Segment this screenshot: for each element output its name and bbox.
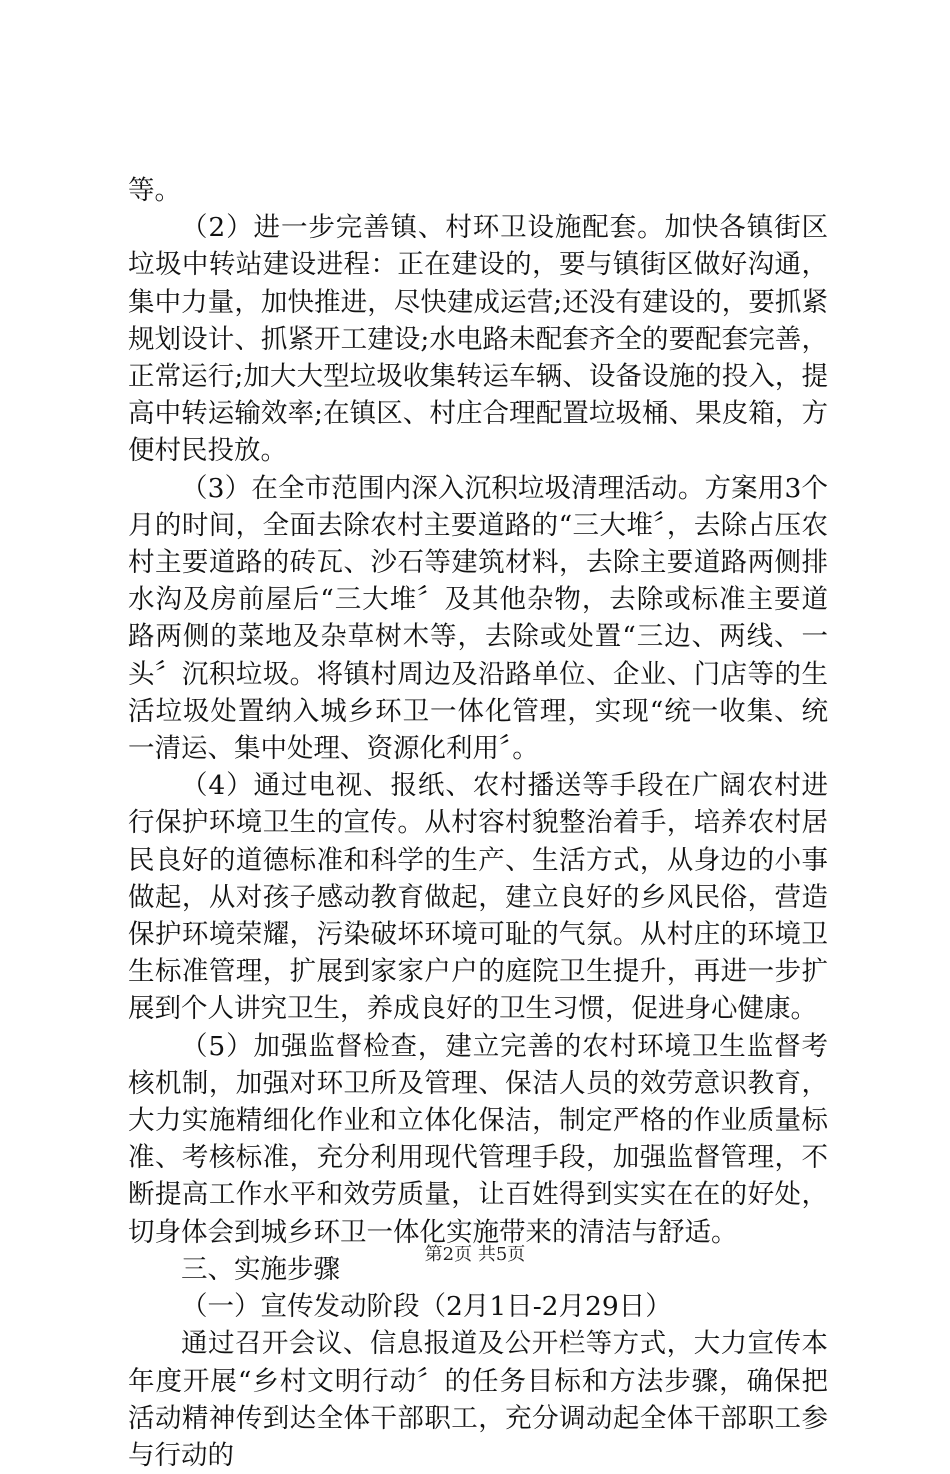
document-body	[128, 172, 828, 1474]
paragraph-continuation: 等。	[128, 175, 181, 206]
subsection-heading: （一）宣传发动阶段（2月1日-2月29日）	[181, 1291, 672, 1323]
paragraph-item-4: （4）通过电视、报纸、农村播送等手段在广阔农村进行保护环境卫生的宣传。从村容村貌整治着手，培养农村居民良好的道德标准和科学的生产、生活方式，从身边的小事做起，从对孩子感动教育做起，建立良好的乡风民俗，营造保护环境荣耀，污染破坏环境可耻的气氛。从村庄的环境卫生标准管理，扩展到家家户户的庭院卫生提升，再进一步扩展到个人讲究卫生，养成良好的卫生习惯，促进身心健康。	[128, 770, 828, 1025]
paragraph-item-2: （2）进一步完善镇、村环卫设施配套。加快各镇街区垃圾中转站建设进程：正在建设的，要与镇街区做好沟通，集中力量，加快推进，尽快建成运营;还没有建设的，要抓紧规划设计、抓紧开工建设;水电路未配套齐全的要配套完善，正常运行;加大大型垃圾收集转运车辆、设备设施的投入，提高中转运输效率;在镇区、村庄合理配置垃圾桶、果皮箱，方便村民投放。	[128, 212, 828, 467]
paragraph-item-5: （5）加强监督检查，建立完善的农村环境卫生监督考核机制，加强对环卫所及管理、保洁人员的效劳意识教育，大力实施精细化作业和立体化保洁，制定严格的作业质量标准、考核标准，充分利用现代管理手段，加强监督管理，不断提高工作水平和效劳质量，让百姓得到实实在在的好处，切身体会到城乡环卫一体化实施带来的清洁与舒适。	[128, 1030, 828, 1248]
paragraph-item-3: （3）在全市范围内深入沉积垃圾清理活动。方案用3个月的时间，全面去除农村主要道路的“三大堆〞，去除占压农村主要道路的砖瓦、沙石等建筑材料，去除主要道路两侧排水沟及房前屋后“三大堆〞及其他杂物，去除或标准主要道路两侧的菜地及杂草树木等，去除或处置“三边、两线、一头〞沉积垃圾。将镇村周边及沿路单位、企业、门店等的生活垃圾处置纳入城乡环卫一体化管理，实现“统一收集、统一清运、集中处理、资源化利用〞。	[128, 472, 828, 765]
page-footer: 第2页 共5页	[424, 1244, 526, 1265]
section-heading: 三、实施步骤	[181, 1253, 340, 1285]
paragraph-publicity: 通过召开会议、信息报道及公开栏等方式，大力宣传本年度开展“乡村文明行动〞的任务目标和方法步骤，确保把活动精神传到达全体干部职工，充分调动起全体干部职工参与行动的	[128, 1328, 828, 1471]
